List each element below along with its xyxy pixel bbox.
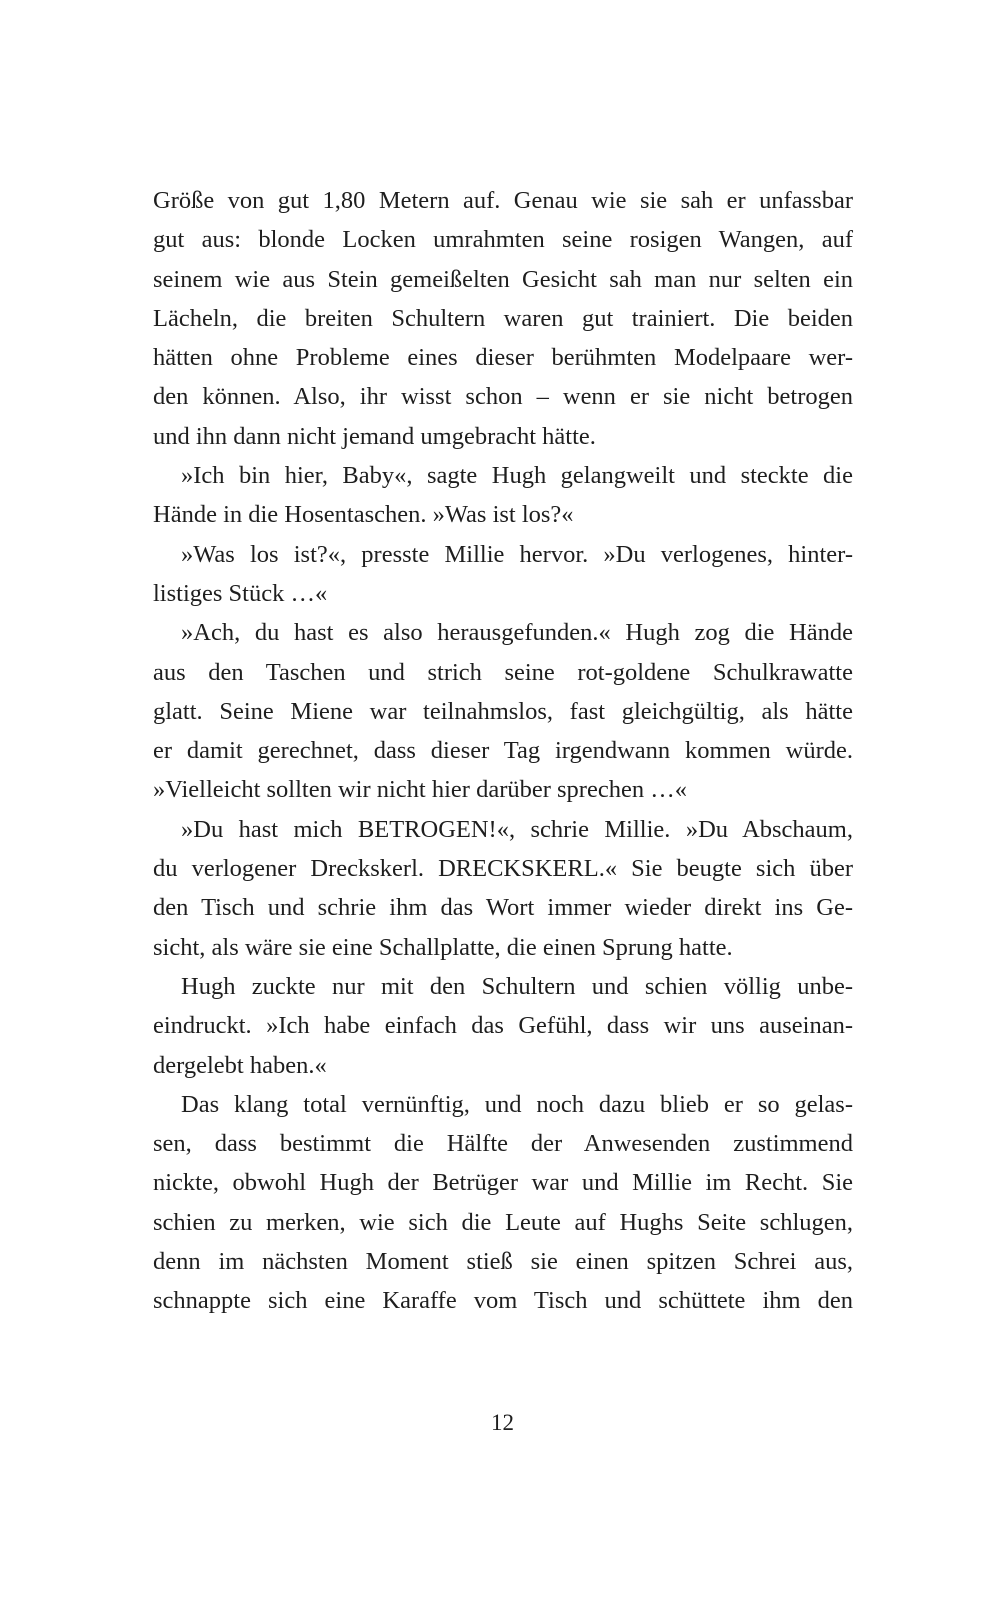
text-line: und ihn dann nicht jemand umgebracht hätte. [153,422,596,450]
text-line: nickte, obwohl Hugh der Betrüger war und Millie im Recht. Sie [153,1169,853,1197]
text-line: Hände in die Hosentaschen. »Was ist los?« [153,501,574,529]
text-line: er damit gerechnet, dass dieser Tag irgendwann kommen würde. [153,737,853,765]
text-line: dergelebt haben.« [153,1051,327,1079]
text-line: denn im nächsten Moment stieß sie einen spitzen Schrei aus, [153,1248,853,1276]
text-line: eindruckt. »Ich habe einfach das Gefühl, dass wir uns auseinan- [153,1012,853,1040]
text-line: sen, dass bestimmt die Hälfte der Anwesenden zustimmend [153,1130,853,1158]
text-line: den können. Also, ihr wisst schon – wenn er sie nicht betrogen [153,383,853,411]
text-line: du verlogener Dreckskerl. DRECKSKERL.« Sie beugte sich über [153,855,853,883]
text-line: listiges Stück …« [153,579,328,607]
text-line: seinem wie aus Stein gemeißelten Gesicht sah man nur selten ein [153,265,853,293]
text-line: gut aus: blonde Locken umrahmten seine rosigen Wangen, auf [153,226,853,254]
text-line: Größe von gut 1,80 Metern auf. Genau wie sie sah er unfassbar [153,187,853,214]
text-line: den Tisch und schrie ihm das Wort immer wieder direkt ins Ge- [153,894,853,922]
page-number: 12 [491,1410,514,1435]
text-line: »Was los ist?«, presste Millie hervor. »Du verlogenes, hinter- [181,540,853,568]
text-line: sicht, als wäre sie eine Schallplatte, die einen Sprung hatte. [153,933,733,961]
text-line: Lächeln, die breiten Schultern waren gut trainiert. Die beiden [153,304,853,332]
text-line: hätten ohne Probleme eines dieser berühmten Modelpaare wer- [153,344,853,372]
text-line: Das klang total vernünftig, und noch dazu blieb er so gelas- [181,1090,853,1118]
text-line: schnappte sich eine Karaffe vom Tisch und schüttete ihm den [153,1287,853,1315]
text-line: »Du hast mich BETROGEN!«, schrie Millie. »Du Abschaum, [181,815,853,843]
text-line: aus den Taschen und strich seine rot-goldene Schulkrawatte [153,658,853,686]
text-line: »Ich bin hier, Baby«, sagte Hugh gelangweilt und steckte die [181,462,853,490]
text-line: »Vielleicht sollten wir nicht hier darüber sprechen …« [153,776,687,804]
text-line: Hugh zuckte nur mit den Schultern und schien völlig unbe- [181,972,853,1000]
text-line: schien zu merken, wie sich die Leute auf Hughs Seite schlugen, [153,1208,853,1236]
text-line: »Ach, du hast es also herausgefunden.« Hugh zog die Hände [181,619,853,647]
body-text [153,181,853,1321]
text-line: glatt. Seine Miene war teilnahmslos, fast gleichgültig, als hätte [153,697,853,725]
